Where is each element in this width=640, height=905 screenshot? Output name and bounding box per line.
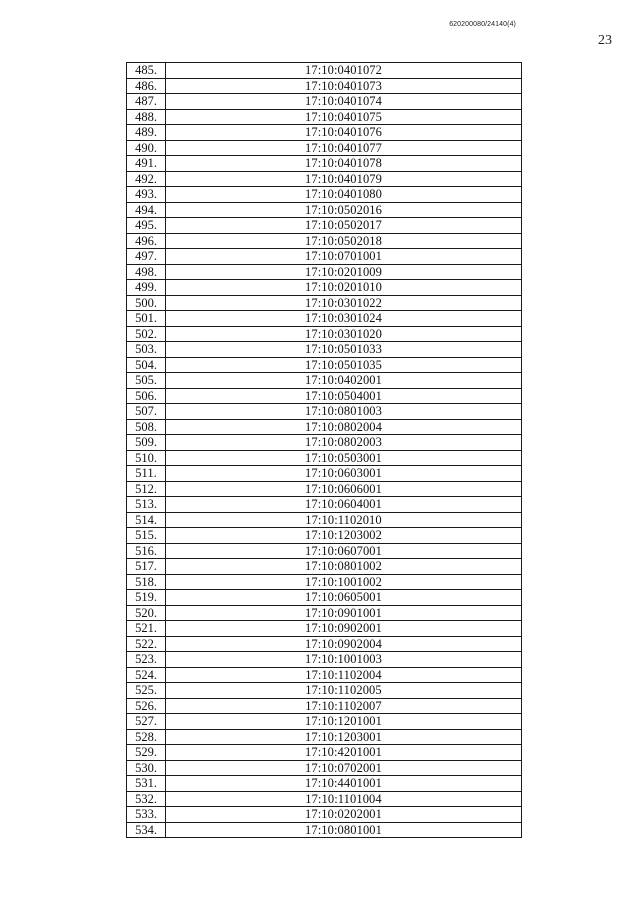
- cadastral-code: 17:10:0801002: [166, 559, 522, 575]
- row-number: 497.: [127, 249, 166, 265]
- table-row: [127, 373, 522, 389]
- table-row: [127, 435, 522, 451]
- table-row: [127, 745, 522, 761]
- row-number: 492.: [127, 171, 166, 187]
- cadastral-code: 17:10:1102005: [166, 683, 522, 699]
- table-row: [127, 264, 522, 280]
- cadastral-code: 17:10:0201009: [166, 264, 522, 280]
- cadastral-code: 17:10:1001003: [166, 652, 522, 668]
- row-number: 518.: [127, 574, 166, 590]
- table-row: [127, 683, 522, 699]
- row-number: 512.: [127, 481, 166, 497]
- cadastral-code: 17:10:0801001: [166, 822, 522, 838]
- cadastral-code: 17:10:4401001: [166, 776, 522, 792]
- table-row: [127, 698, 522, 714]
- cadastral-code: 17:10:0401080: [166, 187, 522, 203]
- row-number: 488.: [127, 109, 166, 125]
- row-number: 490.: [127, 140, 166, 156]
- table-row: [127, 156, 522, 172]
- table-row: [127, 295, 522, 311]
- table-row: [127, 280, 522, 296]
- table-row: [127, 559, 522, 575]
- row-number: 534.: [127, 822, 166, 838]
- row-number: 500.: [127, 295, 166, 311]
- row-number: 525.: [127, 683, 166, 699]
- table-row: [127, 776, 522, 792]
- cadastral-code: 17:10:0502017: [166, 218, 522, 234]
- cadastral-code: 17:10:0606001: [166, 481, 522, 497]
- table-row: [127, 605, 522, 621]
- table-row: [127, 621, 522, 637]
- cadastral-code: 17:10:1102010: [166, 512, 522, 528]
- row-number: 528.: [127, 729, 166, 745]
- cadastral-code: 17:10:0401074: [166, 94, 522, 110]
- row-number: 496.: [127, 233, 166, 249]
- table-row: [127, 466, 522, 482]
- document-code: 620200080/24140(4): [449, 21, 516, 28]
- cadastral-code: 17:10:0503001: [166, 450, 522, 466]
- row-number: 508.: [127, 419, 166, 435]
- row-number: 533.: [127, 807, 166, 823]
- table-row: [127, 636, 522, 652]
- table-row: [127, 218, 522, 234]
- table-row: [127, 78, 522, 94]
- table-row: [127, 404, 522, 420]
- cadastral-code: 17:10:0603001: [166, 466, 522, 482]
- row-number: 524.: [127, 667, 166, 683]
- row-number: 509.: [127, 435, 166, 451]
- row-number: 514.: [127, 512, 166, 528]
- table-row: [127, 249, 522, 265]
- row-number: 516.: [127, 543, 166, 559]
- row-number: 505.: [127, 373, 166, 389]
- cadastral-code: 17:10:1101004: [166, 791, 522, 807]
- table-row: [127, 342, 522, 358]
- row-number: 513.: [127, 497, 166, 513]
- table-row: [127, 652, 522, 668]
- row-number: 511.: [127, 466, 166, 482]
- table-row: [127, 109, 522, 125]
- cadastral-code: 17:10:0702001: [166, 760, 522, 776]
- cadastral-code: 17:10:0401072: [166, 63, 522, 79]
- table-row: [127, 512, 522, 528]
- cadastral-code: 17:10:0401073: [166, 78, 522, 94]
- row-number: 515.: [127, 528, 166, 544]
- row-number: 532.: [127, 791, 166, 807]
- cadastral-code: 17:10:0401078: [166, 156, 522, 172]
- table-row: [127, 171, 522, 187]
- cadastral-code: 17:10:0607001: [166, 543, 522, 559]
- cadastral-code: 17:10:0701001: [166, 249, 522, 265]
- row-number: 487.: [127, 94, 166, 110]
- table-row: [127, 450, 522, 466]
- row-number: 491.: [127, 156, 166, 172]
- table-row: [127, 807, 522, 823]
- table-row: [127, 481, 522, 497]
- table-row: [127, 574, 522, 590]
- row-number: 486.: [127, 78, 166, 94]
- cadastral-code: 17:10:0501035: [166, 357, 522, 373]
- cadastral-code: 17:10:0402001: [166, 373, 522, 389]
- cadastral-code: 17:10:0301024: [166, 311, 522, 327]
- cadastral-code: 17:10:0301022: [166, 295, 522, 311]
- cadastral-code: 17:10:0501033: [166, 342, 522, 358]
- row-number: 530.: [127, 760, 166, 776]
- cadastral-code: 17:10:0502016: [166, 202, 522, 218]
- row-number: 493.: [127, 187, 166, 203]
- table-row: [127, 94, 522, 110]
- cadastral-code: 17:10:0202001: [166, 807, 522, 823]
- cadastral-code: 17:10:0401079: [166, 171, 522, 187]
- cadastral-code: 17:10:1102007: [166, 698, 522, 714]
- table-row: [127, 760, 522, 776]
- row-number: 519.: [127, 590, 166, 606]
- row-number: 494.: [127, 202, 166, 218]
- table-row: [127, 528, 522, 544]
- row-number: 510.: [127, 450, 166, 466]
- table-row: [127, 187, 522, 203]
- table-row: [127, 543, 522, 559]
- row-number: 503.: [127, 342, 166, 358]
- row-number: 504.: [127, 357, 166, 373]
- row-number: 526.: [127, 698, 166, 714]
- row-number: 495.: [127, 218, 166, 234]
- cadastral-code: 17:10:0401075: [166, 109, 522, 125]
- cadastral-code: 17:10:0201010: [166, 280, 522, 296]
- row-number: 523.: [127, 652, 166, 668]
- cadastral-code: 17:10:0902001: [166, 621, 522, 637]
- cadastral-code: 17:10:1203002: [166, 528, 522, 544]
- row-number: 531.: [127, 776, 166, 792]
- row-number: 485.: [127, 63, 166, 79]
- cadastral-code: 17:10:0604001: [166, 497, 522, 513]
- row-number: 529.: [127, 745, 166, 761]
- cadastral-code: 17:10:0902004: [166, 636, 522, 652]
- cadastral-code: 17:10:0801003: [166, 404, 522, 420]
- row-number: 499.: [127, 280, 166, 296]
- table-row: [127, 714, 522, 730]
- cadastral-table: [126, 62, 522, 838]
- row-number: 506.: [127, 388, 166, 404]
- row-number: 489.: [127, 125, 166, 141]
- cadastral-code: 17:10:1201001: [166, 714, 522, 730]
- table-row: [127, 791, 522, 807]
- table-row: [127, 202, 522, 218]
- table-row: [127, 357, 522, 373]
- row-number: 501.: [127, 311, 166, 327]
- row-number: 522.: [127, 636, 166, 652]
- row-number: 498.: [127, 264, 166, 280]
- cadastral-code: 17:10:0605001: [166, 590, 522, 606]
- page-number: 23: [598, 33, 612, 48]
- row-number: 502.: [127, 326, 166, 342]
- row-number: 517.: [127, 559, 166, 575]
- table-row: [127, 311, 522, 327]
- row-number: 520.: [127, 605, 166, 621]
- table-body: [127, 63, 522, 838]
- cadastral-code: 17:10:0802003: [166, 435, 522, 451]
- table-row: [127, 140, 522, 156]
- cadastral-code: 17:10:0301020: [166, 326, 522, 342]
- cadastral-code: 17:10:4201001: [166, 745, 522, 761]
- row-number: 507.: [127, 404, 166, 420]
- cadastral-code: 17:10:0401076: [166, 125, 522, 141]
- table-row: [127, 388, 522, 404]
- table-row: [127, 497, 522, 513]
- cadastral-code: 17:10:0401077: [166, 140, 522, 156]
- cadastral-code: 17:10:1001002: [166, 574, 522, 590]
- table-row: [127, 125, 522, 141]
- cadastral-code: 17:10:0502018: [166, 233, 522, 249]
- row-number: 521.: [127, 621, 166, 637]
- table-row: [127, 326, 522, 342]
- cadastral-code: 17:10:1102004: [166, 667, 522, 683]
- cadastral-code: 17:10:0901001: [166, 605, 522, 621]
- cadastral-code: 17:10:1203001: [166, 729, 522, 745]
- cadastral-code: 17:10:0504001: [166, 388, 522, 404]
- table-row: [127, 419, 522, 435]
- cadastral-code: 17:10:0802004: [166, 419, 522, 435]
- table-row: [127, 667, 522, 683]
- row-number: 527.: [127, 714, 166, 730]
- table-row: [127, 63, 522, 79]
- table-row: [127, 729, 522, 745]
- table-row: [127, 822, 522, 838]
- table-row: [127, 233, 522, 249]
- table-row: [127, 590, 522, 606]
